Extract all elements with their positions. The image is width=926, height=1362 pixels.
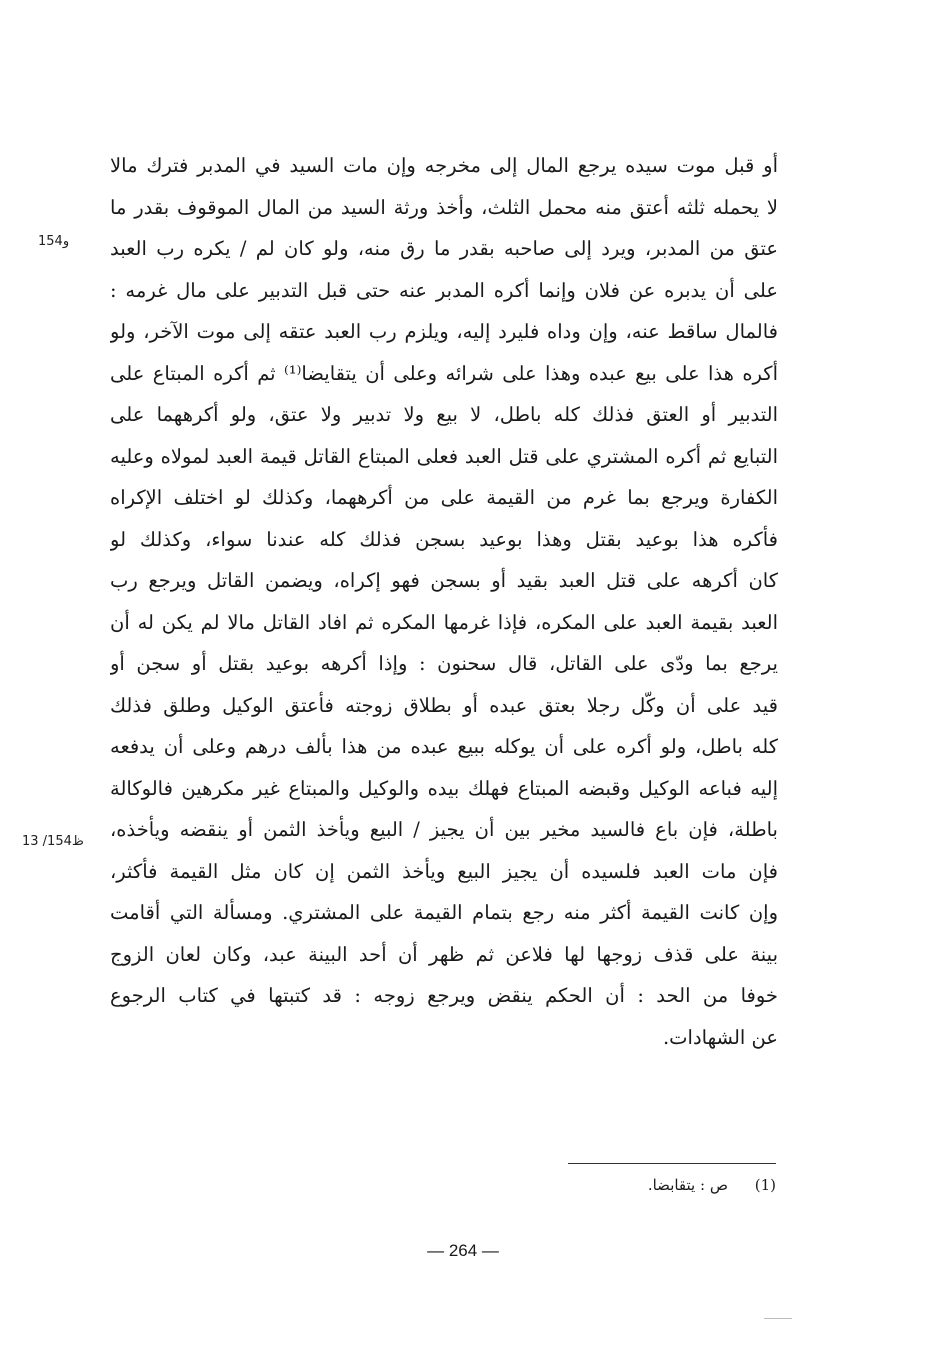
text-line: التبايع ثم أكره المشتري على قتل العبد فعلى المبتاع القاتل قيمة العبد لمولاه وعليه <box>110 444 778 468</box>
text-line: فأكره هذا بوعيد بقتل وهذا بوعيد بسجن فذلك كله عندنا سواء، وكذلك لو <box>110 527 778 551</box>
margin-folio-note: 13 /154ظ <box>22 834 84 849</box>
footnote-text: ص : يتقابضا. <box>647 1176 728 1194</box>
text-line: وإن كانت القيمة أكثر منه رجع بتمام القيمة على المشتري. ومسألة التي أقامت <box>110 901 778 924</box>
text-line: يرجع بما ودّى على القاتل، قال سحنون : وإذا أكرهه بوعيد بقتل أو سجن أو <box>110 652 778 675</box>
text-line-last: عن الشهادات. <box>662 1025 778 1049</box>
margin-folio-note: 154و <box>38 234 70 249</box>
text-line: كله باطل، ولو أكره على أن يوكله ببيع عبده من هذا بألف درهم وعلى أن يدفعه <box>110 735 778 758</box>
text-line: قيد على أن وكّل رجلا بعتق عبده أو بطلاق زوجته فأعتق الوكيل وطلق فذلك <box>110 693 778 717</box>
text-line: عتق من المدبر، ويرد إلى صاحبه بقدر ما رق منه، ولو كان لم / يكره رب العبد <box>110 237 778 260</box>
text-line: لا يحمله ثلثه أعتق منه محمل الثلث، وأخذ ورثة السيد من المال الموقوف بقدر ما <box>110 195 778 219</box>
footnote-divider <box>568 1163 776 1164</box>
text-line: الكفارة ويرجع بما غرم من القيمة على من أكرههما، وكذلك لو اختلف الإكراه <box>110 486 778 509</box>
text-line: كان أكرهه على قتل العبد بقيد أو بسجن فهو إكراه، ويضمن القاتل ويرجع رب <box>110 569 778 592</box>
text-line: فإن مات العبد فلسيده أن يجيز البيع ويأخذ الثمن إن كان مثل القيمة فأكثر، <box>110 859 778 883</box>
text-line: أكره هذا على بيع عبده وهذا على شرائه وعلى أن يتقايضا⁽¹⁾ ثم أكره المبتاع على <box>110 361 778 385</box>
footnote <box>648 1176 776 1194</box>
text-line: العبد بقيمة العبد على المكره، فإذا غرمها المكره ثم افاد القاتل مالا لم يكن له أن <box>110 610 778 634</box>
text-line: على أن يدبره عن فلان وإنما أكره المدبر عنه حتى قبل التدبير على مال غرمه : <box>110 278 778 302</box>
text-line: باطلة، فإن باع فالسيد مخير بين أن يجيز / البيع ويأخذ الثمن أو ينقضه ويأخذه، <box>110 818 778 841</box>
text-line: فالمال ساقط عنه، وإن وداه فليرد إليه، ويلزم رب العبد عتقه إلى موت الآخر، ولو <box>110 320 778 343</box>
text-line: خوفا من الحد : أن الحكم ينقض ويرجع زوجه : قد كتبتها في كتاب الرجوع <box>110 984 778 1007</box>
text-line: أو قبل موت سيده يرجع المال إلى مخرجه وإن مات السيد في المدبر فترك مالا <box>110 154 778 177</box>
footnote-number: (1) <box>754 1176 776 1194</box>
scan-artifact-line <box>764 1318 792 1319</box>
text-line: التدبير أو العتق فذلك كله باطل، لا بيع ولا تدبير ولا عتق، ولو أكرههما على <box>110 403 778 426</box>
text-line: بينة على قذف زوجها لها فلاعن ثم ظهر أن أحد البينة عبد، وكان لعان الزوج <box>110 942 778 966</box>
page-number: — 264 — <box>427 1241 499 1260</box>
text-line: إليه فباعه الوكيل وقبضه المبتاع فهلك بيده والوكيل والمبتاع غير مكرهين فالوكالة <box>110 776 778 800</box>
main-text <box>110 145 778 1058</box>
